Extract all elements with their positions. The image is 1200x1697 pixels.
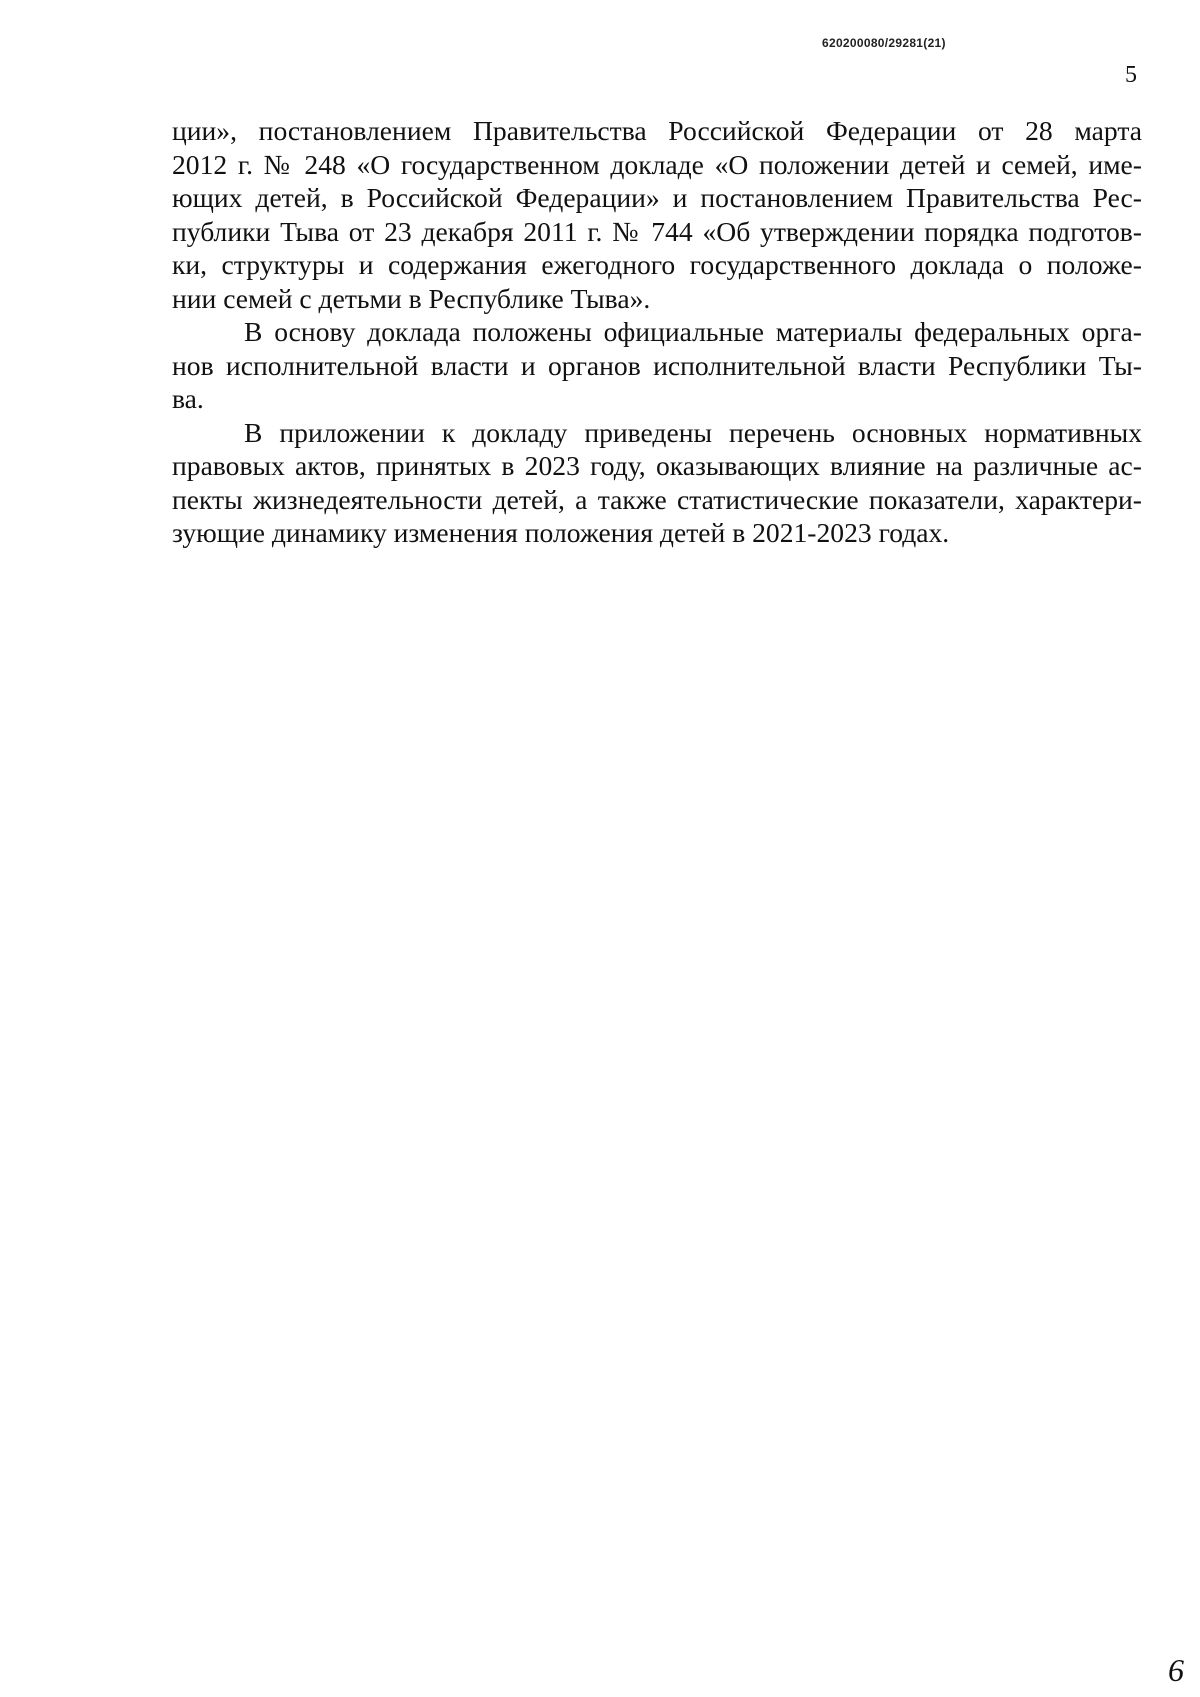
text-line: нии семей с детьми в Республике Тыва». <box>172 282 651 314</box>
document-id: 620200080/29281(21) <box>822 36 946 50</box>
text-line: пекты жизнедеятельности детей, а также статистические показатели, характери- <box>172 483 1142 515</box>
text-line: правовых актов, принятых в 2023 году, оказывающих влияние на различные ас- <box>172 450 1142 481</box>
page-number: 5 <box>1125 62 1137 88</box>
corner-page-mark: 6 <box>1168 1652 1184 1688</box>
text-line: ющих детей, в Российской Федерации» и постановлением Правительства Рес- <box>172 182 1142 213</box>
text-line: В основу доклада положены официальные материалы федеральных орга- <box>244 316 1142 347</box>
text-line: зующие динамику изменения положения детей в 2021-2023 годах. <box>172 517 950 548</box>
text-line: ции», постановлением Правительства Российской Федерации от 28 марта <box>172 115 1142 146</box>
text-line: нов исполнительной власти и органов исполнительной власти Республики Ты- <box>172 349 1142 381</box>
text-line: 2012 г. № 248 «О государственном докладе «О положении детей и семей, име- <box>172 148 1142 180</box>
text-line: публики Тыва от 23 декабря 2011 г. № 744 «Об утверждении порядка подготов- <box>172 215 1142 247</box>
paragraph-1 <box>172 114 1142 315</box>
paragraph-2 <box>172 315 1142 416</box>
paragraph-3 <box>172 416 1142 550</box>
text-line: ва. <box>172 383 204 414</box>
document-body <box>172 114 1142 550</box>
text-line: В приложении к докладу приведены перечень основных нормативных <box>244 416 1142 448</box>
text-line: ки, структуры и содержания ежегодного государственного доклада о положе- <box>172 249 1142 280</box>
